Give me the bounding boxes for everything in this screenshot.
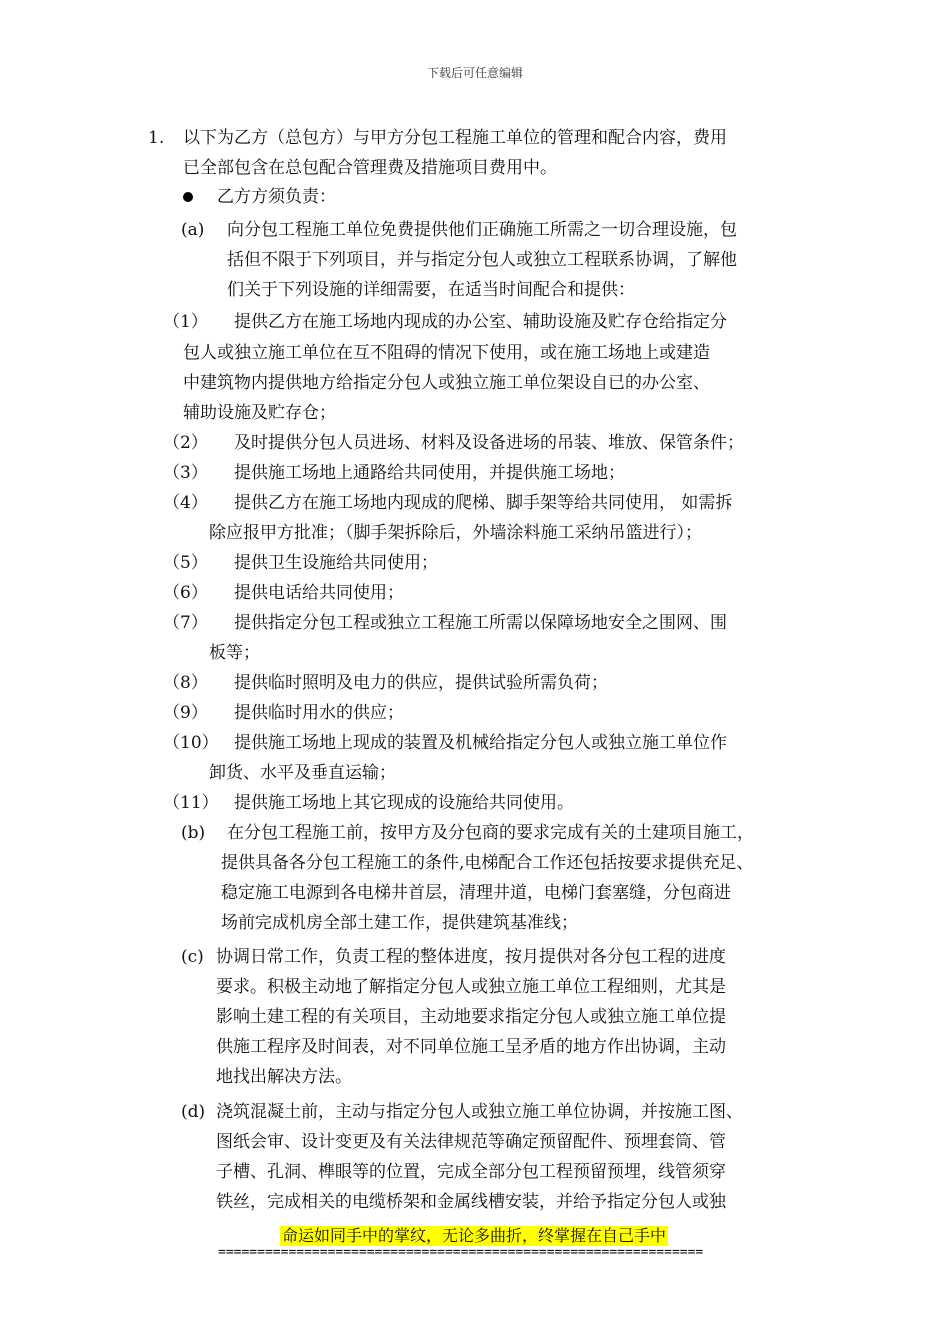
sub-item-line: 辅助设施及贮存仓； [183,403,336,423]
sub-item-label: （9） [163,703,208,723]
clause-label-a: (a) [181,220,205,240]
page-header: 下载后可任意编辑 [426,66,523,80]
sub-item-label: （4） [163,493,208,513]
bullet-text: 乙方方须负责： [217,187,336,207]
clause-b-line: 场前完成机房全部土建工作，提供建筑基准线； [221,913,578,933]
sub-item-label: （2） [163,433,208,453]
sub-item-label: （10） [163,733,219,753]
sub-item-label: （1） [163,312,208,332]
item1-line: 已全部包含在总包配合管理费及措施项目费用中。 [183,158,557,178]
clause-c-line: 要求。积极主动地了解指定分包人或独立施工单位工程细则，尤其是 [216,977,726,997]
sub-item-line: 提供施工场地上其它现成的设施给共同使用。 [234,793,574,813]
sub-item-line: 板等； [209,643,260,663]
sub-item-line: 包人或独立施工单位在互不阻碍的情况下使用，或在施工场地上或建造 [183,343,710,363]
sub-item-line: 提供施工场地上现成的装置及机械给指定分包人或独立施工单位作 [234,733,727,753]
sub-item-line: 提供指定分包工程或独立工程施工所需以保障场地安全之围网、围 [234,613,727,633]
clause-a-line: 向分包工程施工单位免费提供他们正确施工所需之一切合理设施，包 [227,220,737,240]
sub-item-line: 提供施工场地上通路给共同使用，并提供施工场地； [234,463,625,483]
clause-d-line: 浇筑混凝土前，主动与指定分包人或独立施工单位协调，并按施工图、 [216,1102,743,1122]
sub-item-line: 除应报甲方批准；（脚手架拆除后，外墙涂料施工采纳吊篮进行）； [209,523,702,543]
sub-item-label: （6） [163,583,208,603]
footer-divider: ============================================================== [218,1245,704,1260]
clause-c-line: 协调日常工作，负责工程的整体进度，按月提供对各分包工程的进度 [216,947,726,967]
clause-b-line: 提供具备各分包工程施工的条件,电梯配合工作还包括按要求提供充足、 [221,853,754,873]
sub-item-line: 提供临时照明及电力的供应，提供试验所需负荷； [234,673,608,693]
clause-c-line: 影响土建工程的有关项目，主动地要求指定分包人或独立施工单位提 [216,1007,726,1027]
sub-item-label: （11） [163,793,219,813]
footer-motto: 命运如同手中的掌纹，无论多曲折，终掌握在自己手中 [282,1226,667,1245]
clause-c-line: 供施工程序及时间表，对不同单位施工呈矛盾的地方作出协调，主动 [216,1037,726,1057]
item1-line: 以下为乙方（总包方）与甲方分包工程施工单位的管理和配合内容，费用 [183,128,727,148]
clause-d-line: 子槽、孔洞、榫眼等的位置，完成全部分包工程预留预埋，线管须穿 [216,1162,726,1182]
clause-c-line: 地找出解决方法。 [216,1067,352,1087]
clause-b-line: 在分包工程施工前，按甲方及分包商的要求完成有关的土建项目施工， [227,823,754,843]
sub-item-line: 提供电话给共同使用； [234,583,404,603]
clause-d-line: 图纸会审、设计变更及有关法律规范等确定预留配件、预埋套筒、管 [216,1132,726,1152]
item-number: 1. [148,128,165,148]
clause-label-c: (c) [181,947,204,967]
bullet-icon [183,192,193,202]
sub-item-line: 及时提供分包人员进场、材料及设备进场的吊装、堆放、保管条件； [234,433,744,453]
sub-item-line: 提供乙方在施工场地内现成的爬梯、脚手架等给共同使用， 如需拆 [234,493,733,513]
clause-label-b: (b) [181,823,206,843]
clause-b-line: 稳定施工电源到各电梯井首层，清理井道，电梯门套塞缝，分包商进 [221,883,731,903]
sub-item-label: （7） [163,613,208,633]
clause-a-line: 们关于下列设施的详细需要，在适当时间配合和提供： [227,280,635,300]
sub-item-label: （3） [163,463,208,483]
sub-item-line: 提供乙方在施工场地内现成的办公室、辅助设施及贮存仓给指定分 [234,312,727,332]
clause-d-line: 铁丝，完成相关的电缆桥架和金属线槽安装，并给予指定分包人或独 [216,1192,726,1212]
clause-a-line: 括但不限于下列项目，并与指定分包人或独立工程联系协调，了解他 [227,250,737,270]
sub-item-line: 提供临时用水的供应； [234,703,404,723]
sub-item-label: （5） [163,553,208,573]
sub-item-line: 中建筑物内提供地方给指定分包人或独立施工单位架设自已的办公室、 [183,373,710,393]
sub-item-label: （8） [163,673,208,693]
sub-item-line: 卸货、水平及垂直运输； [209,763,396,783]
clause-label-d: (d) [181,1102,206,1122]
sub-item-line: 提供卫生设施给共同使用； [234,553,438,573]
